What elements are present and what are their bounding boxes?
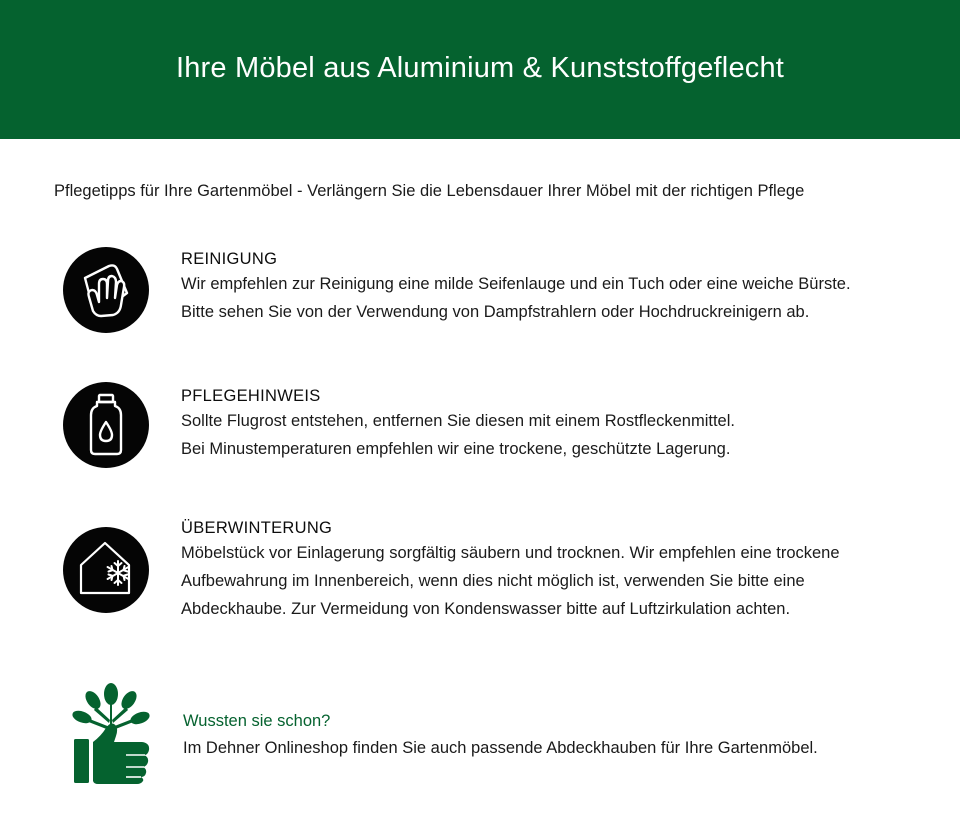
page-header [0, 0, 960, 139]
page-title: Ihre Möbel aus Aluminium & Kunststoffgeflecht [175, 51, 785, 84]
section-line: Bei Minustemperaturen empfehlen wir eine trockene, geschützte Lagerung. [181, 440, 731, 458]
care-bottle-icon [63, 382, 149, 468]
cleaning-cloth-hand-icon [63, 247, 149, 333]
section-line: Abdeckhaube. Zur Vermeidung von Kondenswasser bitte auf Luftzirkulation achten. [181, 600, 791, 618]
intro-text: Pflegetipps für Ihre Gartenmöbel - Verlängern Sie die Lebensdauer Ihrer Möbel mit der richtigen Pflege [54, 182, 805, 200]
section-line: Aufbewahrung im Innenbereich, wenn dies nicht möglich ist, verwenden Sie bitte eine [181, 572, 805, 590]
section-heading: ÜBERWINTERUNG [181, 519, 333, 537]
section-heading: PFLEGEHINWEIS [181, 387, 321, 405]
tip-title: Wussten sie schon? [183, 712, 331, 730]
thumbs-up-leaves-icon [66, 680, 156, 784]
section-line: Bitte sehen Sie von der Verwendung von Dampfstrahlern oder Hochdruckreinigern ab. [181, 303, 810, 321]
section-line: Möbelstück vor Einlagerung sorgfältig säubern und trocknen. Wir empfehlen eine trockene [181, 544, 840, 562]
section-line: Sollte Flugrost entstehen, entfernen Sie diesen mit einem Rostfleckenmittel. [181, 412, 735, 430]
tip-body: Im Dehner Onlineshop finden Sie auch passende Abdeckhauben für Ihre Gartenmöbel. [183, 739, 818, 757]
section-line: Wir empfehlen zur Reinigung eine milde Seifenlauge und ein Tuch oder eine weiche Bürste. [181, 275, 851, 293]
section-heading: REINIGUNG [181, 250, 278, 268]
house-snowflake-icon [63, 527, 149, 613]
